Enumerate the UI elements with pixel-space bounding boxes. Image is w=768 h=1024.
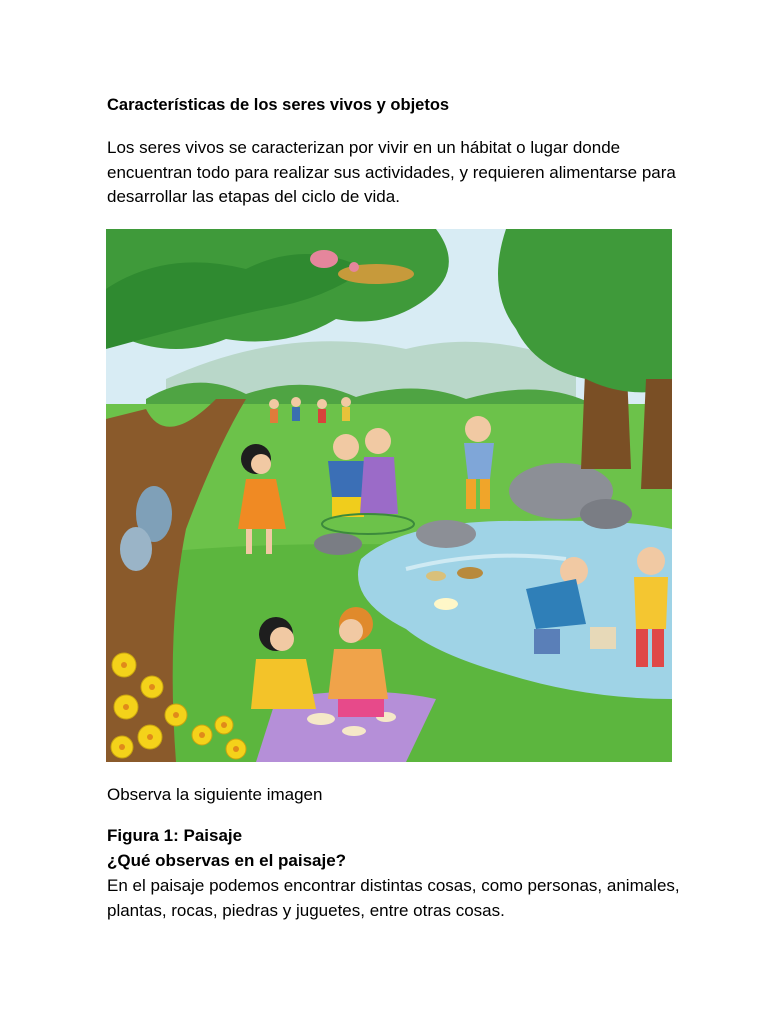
rock [416, 520, 476, 548]
question-heading: ¿Qué observas en el paisaje? [107, 851, 347, 870]
landscape-drawing [106, 229, 672, 762]
squirrel-tail [120, 527, 152, 571]
observe-note: Observa la siguiente imagen [107, 785, 323, 804]
document-title: Características de los seres vivos y objetos [107, 96, 450, 114]
answer-paragraph: En el paisaje podemos encontrar distintas cosas, como personas, animales, plantas, rocas, piedras y juguetes, entre otras cosas. [107, 876, 680, 920]
toy-boat [590, 627, 616, 649]
edge-tree-trunk [641, 379, 672, 489]
stone [314, 533, 362, 555]
chick [349, 262, 359, 272]
intro-paragraph: Los seres vivos se caracterizan por vivir en un hábitat o lugar donde encuentran todo para realizar sus actividades, y requieren alimentarse para desarrollar las etapas del ciclo de vida. [107, 138, 676, 206]
rock [580, 499, 632, 529]
figure-title: Figura 1: Paisaje [107, 826, 243, 845]
bird [310, 250, 338, 268]
landscape-illustration [106, 229, 672, 762]
